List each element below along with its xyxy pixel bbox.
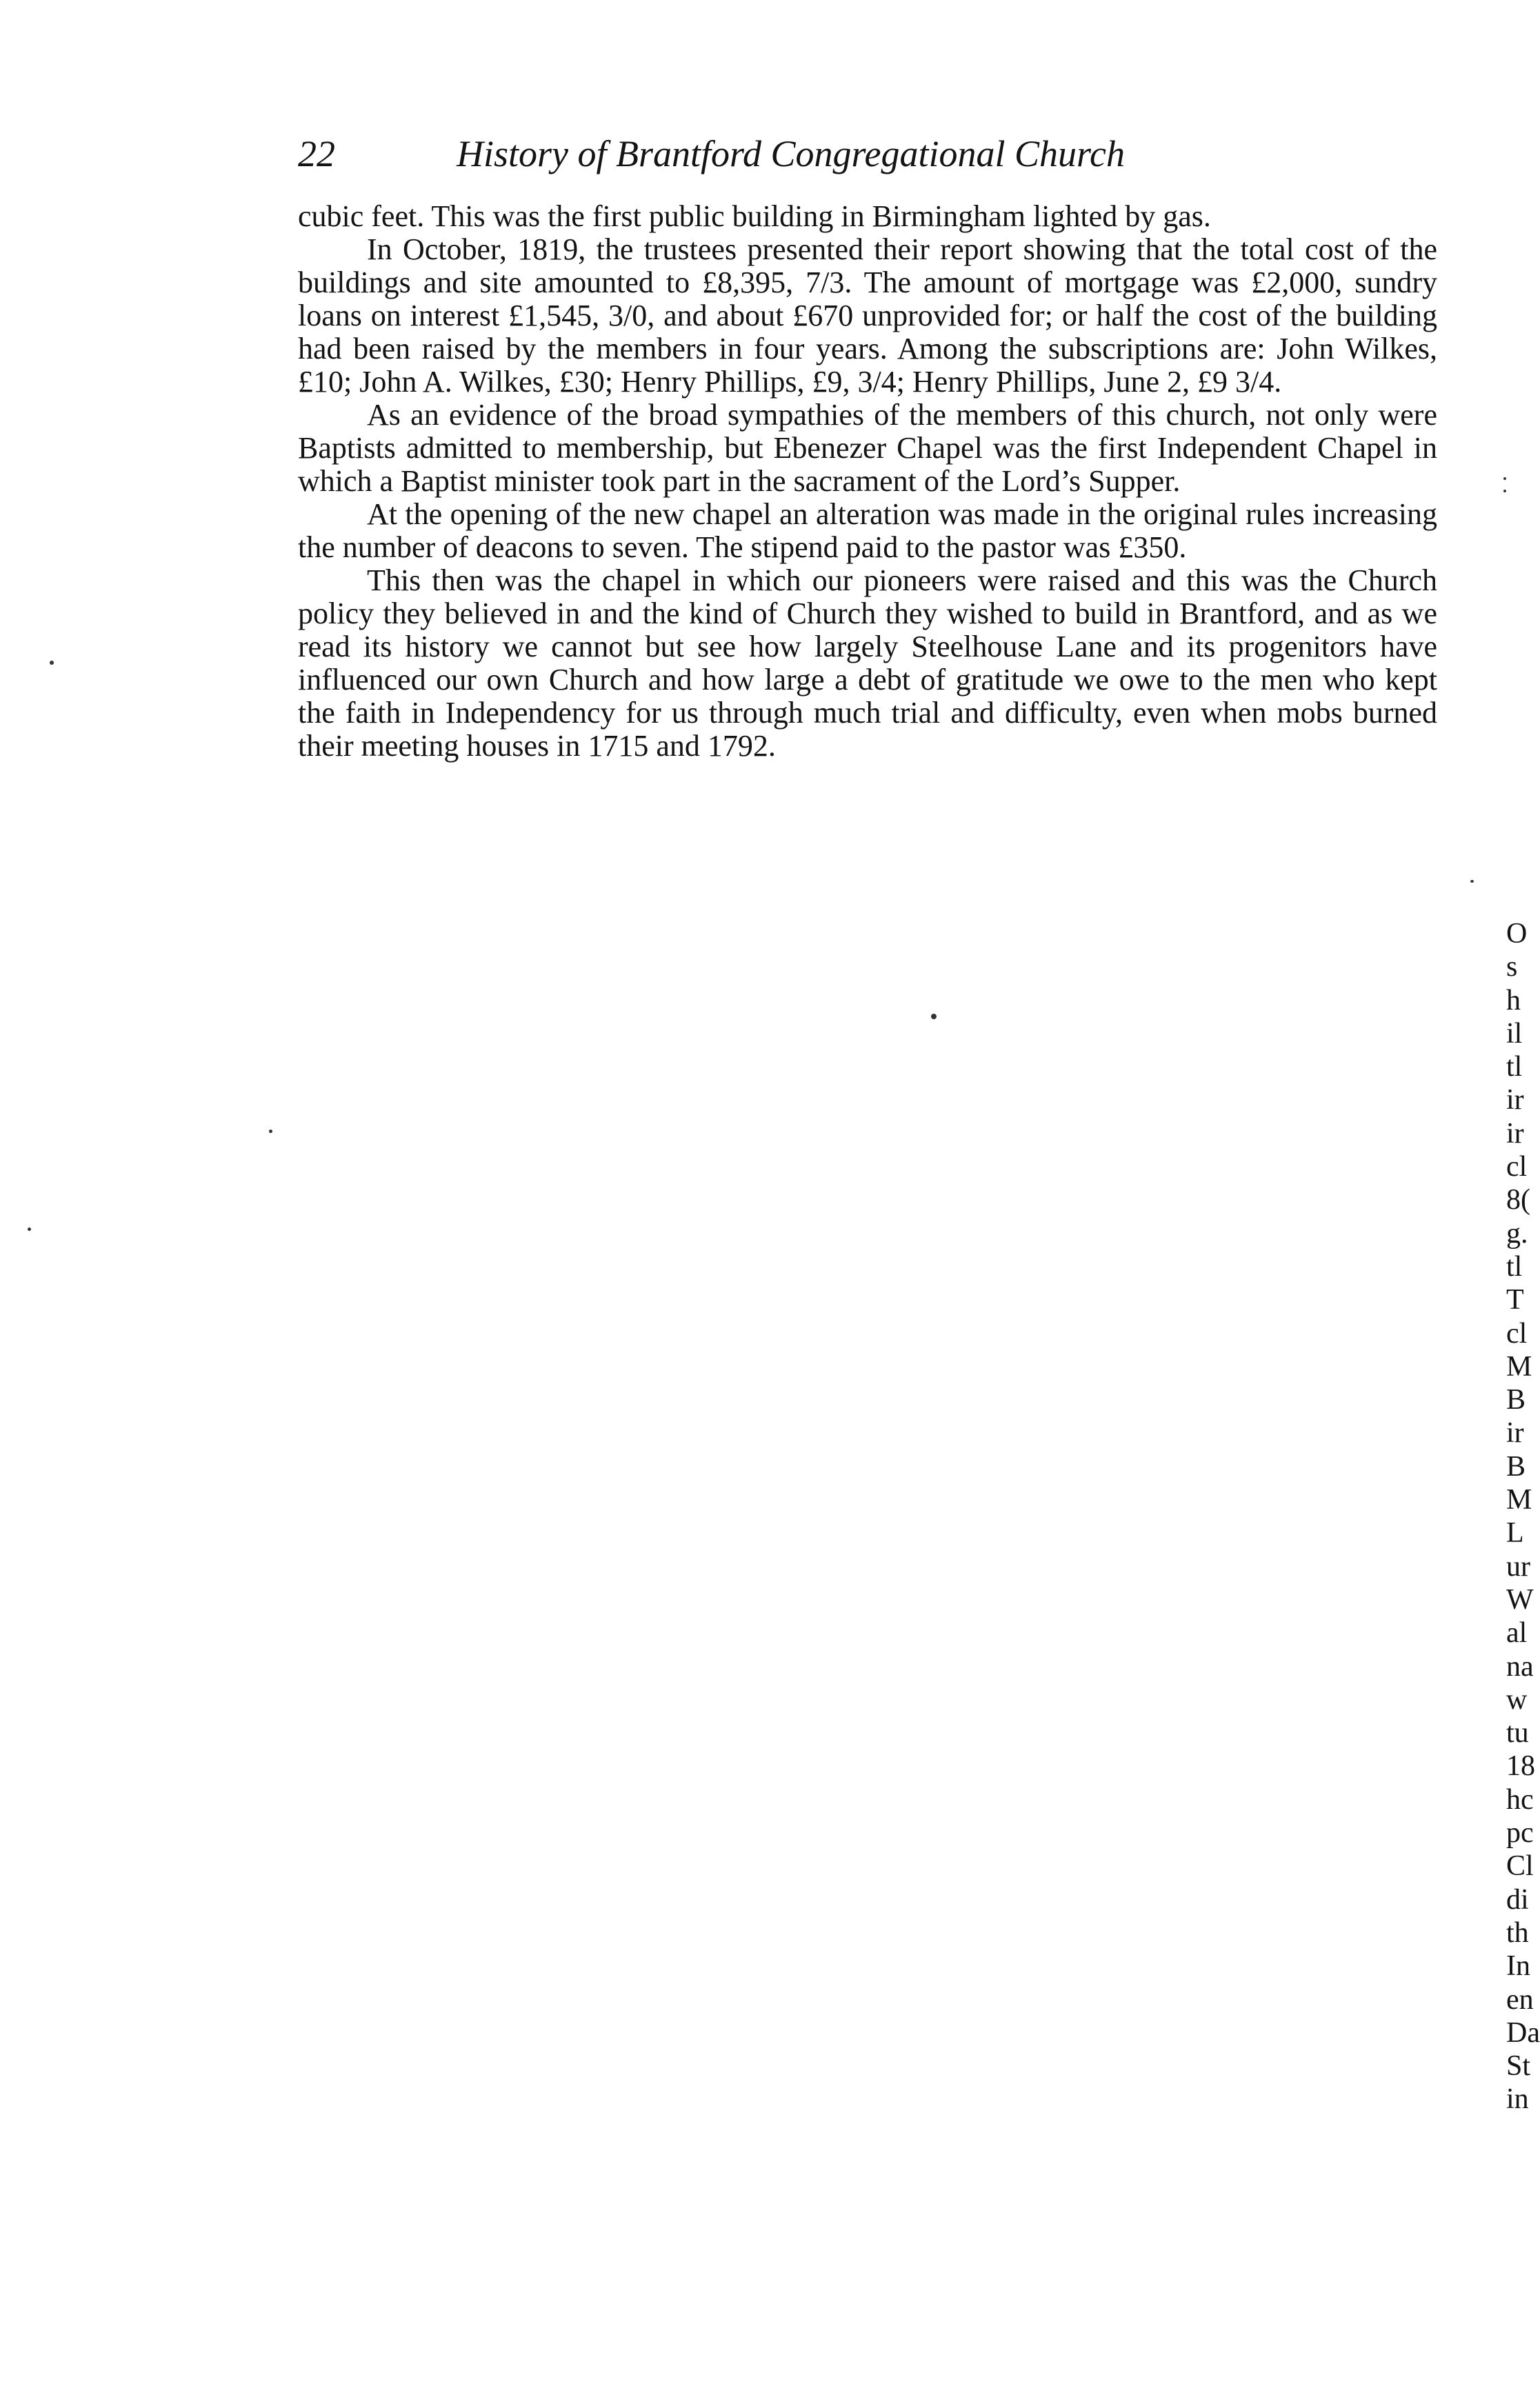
facing-page-fragment: al bbox=[1506, 1617, 1528, 1650]
facing-page-fragment: th bbox=[1506, 1916, 1529, 1949]
facing-page-fragment: W bbox=[1506, 1583, 1534, 1616]
facing-page-fragment: 8( bbox=[1506, 1184, 1530, 1216]
facing-page-fragment: tu bbox=[1506, 1717, 1529, 1750]
facing-page-fragment: 18 bbox=[1506, 1750, 1535, 1783]
facing-page-fragment: tl bbox=[1506, 1250, 1523, 1283]
facing-page-fragment: tl bbox=[1506, 1051, 1523, 1083]
paragraph: As an evidence of the broad sympathies of the members of this church, not only were Baptists admitted to membership, but Ebenezer Chapel was the first Independent Chapel in which a Baptist minister took part in the sacrament of the Lord’s Supper. bbox=[298, 398, 1437, 498]
facing-page-fragment: M bbox=[1506, 1350, 1532, 1383]
body-text bbox=[298, 200, 1437, 763]
running-title: History of Brantford Congregational Church bbox=[457, 133, 1126, 174]
paragraph: At the opening of the new chapel an alteration was made in the original rules increasing the number of deacons to seven. The stipend paid to the pastor was £350. bbox=[298, 497, 1437, 564]
facing-page-fragment: na bbox=[1506, 1650, 1534, 1683]
scan-speck bbox=[931, 1014, 937, 1019]
facing-page-fragment: M bbox=[1506, 1484, 1532, 1516]
facing-page-fragment: w bbox=[1506, 1683, 1528, 1716]
facing-page-fragment: In bbox=[1506, 1950, 1530, 1983]
facing-page-fragment: ir bbox=[1506, 1117, 1524, 1150]
facing-page-fragment: h bbox=[1506, 984, 1521, 1016]
facing-page-fragment: ir bbox=[1506, 1417, 1524, 1450]
facing-page-fragment: in bbox=[1506, 2083, 1529, 2116]
facing-page-fragment: ir bbox=[1506, 1084, 1524, 1116]
facing-page-fragment: pc bbox=[1506, 1817, 1534, 1850]
scan-speck bbox=[1470, 880, 1474, 883]
page-number: 22 bbox=[298, 133, 335, 174]
facing-page-fragment: Cl bbox=[1506, 1850, 1534, 1883]
facing-page-fragment: St bbox=[1506, 2050, 1531, 2083]
facing-page-fragment: T bbox=[1506, 1284, 1524, 1316]
paragraph: cubic feet. This was the first public building in Birmingham lighted by gas. bbox=[298, 199, 1211, 233]
facing-page-fragment: Da bbox=[1506, 2016, 1540, 2049]
scan-speck bbox=[1503, 477, 1506, 480]
facing-page-fragment: ur bbox=[1506, 1550, 1530, 1583]
facing-page-fragment: L bbox=[1506, 1517, 1524, 1550]
facing-page-fragment: il bbox=[1506, 1017, 1523, 1050]
page-header bbox=[298, 123, 1277, 185]
facing-page-fragments bbox=[1506, 917, 1540, 2116]
facing-page-fragment: s bbox=[1506, 951, 1518, 983]
scan-speck bbox=[269, 1130, 272, 1133]
facing-page-fragment: cl bbox=[1506, 1151, 1528, 1183]
scan-speck bbox=[1503, 490, 1506, 492]
scan-speck bbox=[50, 661, 54, 665]
facing-page-fragment: cl bbox=[1506, 1317, 1528, 1350]
facing-page-fragment: g. bbox=[1506, 1217, 1528, 1250]
facing-page-fragment: en bbox=[1506, 1983, 1534, 2016]
paragraph: This then was the chapel in which our pioneers were raised and this was the Church policy they believed in and the kind of Church they wished to build in Brantford, and as we read its history we cannot but see how largely Steelhouse Lane and its progenitors have influenced our own Church and how large a debt of gratitude we owe to the men who kept the faith in Independency for us through much trial and difficulty, even when mobs burned their meeting houses in 1715 and 1792. bbox=[298, 563, 1437, 763]
facing-page-fragment: B bbox=[1506, 1450, 1526, 1483]
facing-page-fragment: O bbox=[1506, 918, 1528, 950]
facing-page-fragment: hc bbox=[1506, 1783, 1534, 1816]
facing-page-fragment: B bbox=[1506, 1384, 1526, 1416]
facing-page-fragment: di bbox=[1506, 1883, 1529, 1916]
paragraph: In October, 1819, the trustees presented their report showing that the total cost of the buildings and site amounted to £8,395, 7/3. The amount of mortgage was £2,000, sundry loans on interest £1,545, 3/0, and about £670 unprovided for; or half the cost of the building had been raised by the members in four years. Among the subscriptions are: John Wilkes, £10; John A. Wilkes, £30; Henry Phillips, £9, 3/4; Henry Phillips, June 2, £9 3/4. bbox=[298, 232, 1437, 399]
scan-speck bbox=[28, 1227, 31, 1231]
